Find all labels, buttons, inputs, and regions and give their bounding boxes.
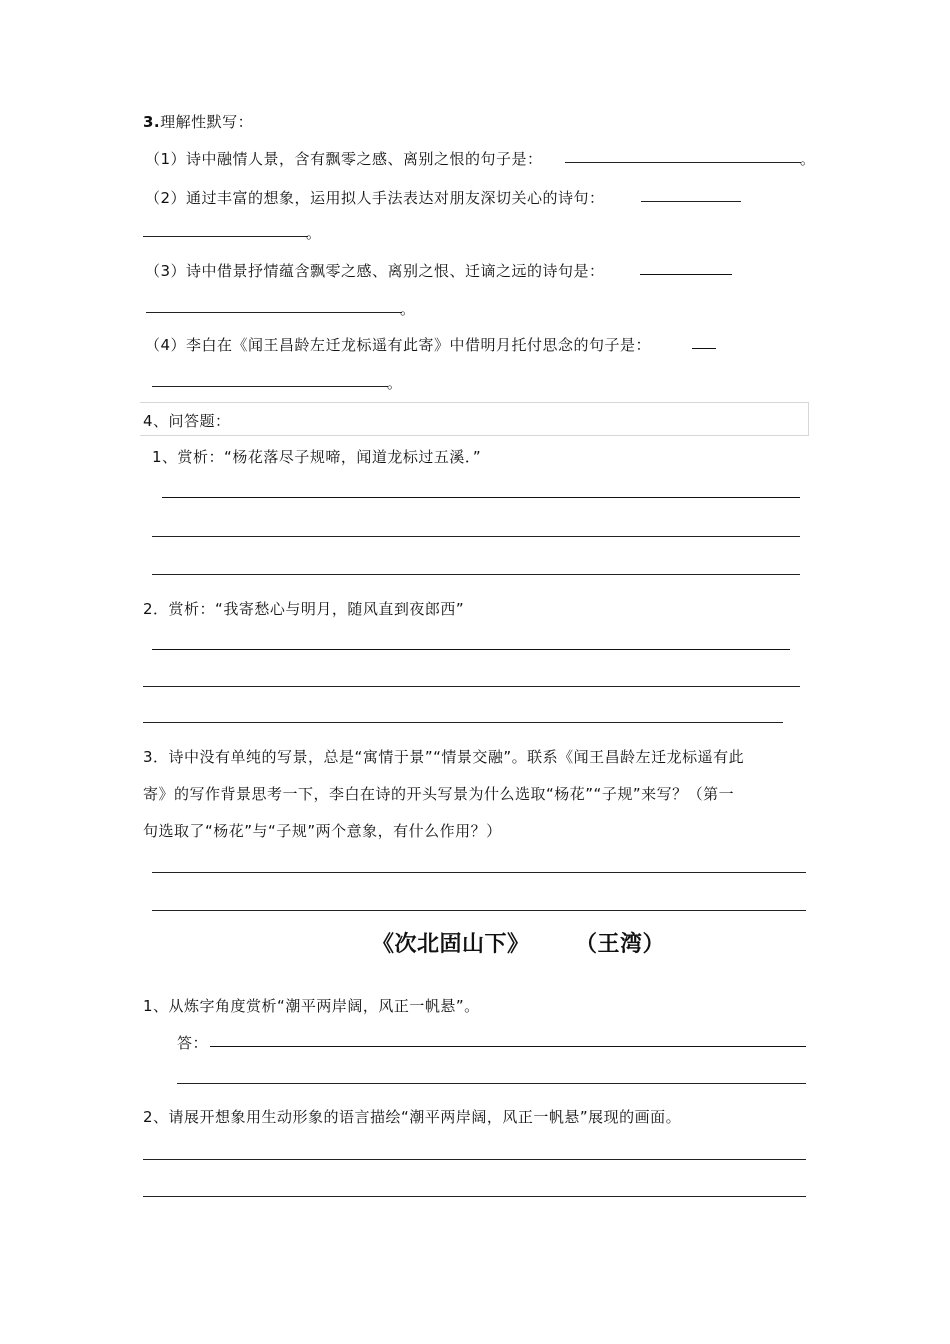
section3-q1-end: 。: [800, 150, 816, 168]
answer-line-q4b[interactable]: [152, 386, 388, 387]
section4-q2: 2．赏析：“我寄愁心与明月，随风直到夜郎西”: [143, 600, 465, 618]
answer-line-q4a[interactable]: [692, 348, 716, 349]
poem2-title: 《次北固山下》: [372, 932, 530, 957]
answer-line-p2q2-1[interactable]: [143, 1159, 806, 1160]
section4-q3-line1: 3．诗中没有单纯的写景，总是“寓情于景”“情景交融”。联系《闻王昌龄左迁龙标遥有此: [143, 748, 745, 766]
answer-line-p2q2-2[interactable]: [143, 1196, 806, 1197]
poem2-q1: 1、从炼字角度赏析“潮平两岸阔，风正一帆悬”。: [143, 997, 480, 1015]
section3-heading: 3.理解性默写：: [143, 113, 254, 131]
section3-q3: （3）诗中借景抒情蕴含飘零之感、离别之恨、迁谪之远的诗句是：: [145, 262, 605, 280]
section3-q2: （2）通过丰富的想象，运用拟人手法表达对朋友深切关心的诗句：: [145, 189, 605, 207]
answer-line-s4q2-3[interactable]: [143, 722, 783, 723]
answer-line-q1[interactable]: [565, 162, 801, 163]
poem2-author: （王湾）: [575, 932, 666, 957]
answer-line-q2b[interactable]: [143, 236, 308, 237]
section3-q2-end: 。: [306, 224, 322, 242]
section3-q1: （1）诗中融情人景，含有飘零之感、离别之恨的句子是：: [145, 150, 543, 168]
answer-line-p2q1-2[interactable]: [177, 1083, 806, 1084]
poem2-q2: 2、请展开想象用生动形象的语言描绘“潮平两岸阔，风正一帆悬”展现的画面。: [143, 1108, 682, 1126]
answer-line-s4q2-2[interactable]: [143, 686, 800, 687]
section3-q4: （4）李白在《闻王昌龄左迁龙标遥有此寄》中借明月托付思念的句子是：: [145, 336, 652, 354]
answer-line-q2a[interactable]: [641, 201, 741, 202]
poem2-answer-label: 答：: [177, 1034, 209, 1052]
answer-line-q3a[interactable]: [640, 274, 732, 275]
section4-heading-box: [140, 402, 809, 436]
section3-q3-end: 。: [400, 300, 416, 318]
answer-line-s4q1-1[interactable]: [162, 497, 800, 498]
section3-q4-end: 。: [387, 374, 403, 392]
answer-line-s4q1-3[interactable]: [152, 574, 800, 575]
answer-line-p2q1-1[interactable]: [210, 1046, 806, 1047]
section4-q1: 1、赏析：“杨花落尽子规啼，闻道龙标过五溪．”: [152, 448, 482, 466]
answer-line-q3b[interactable]: [146, 312, 402, 313]
answer-line-s4q2-1[interactable]: [152, 649, 790, 650]
answer-line-s4q1-2[interactable]: [152, 536, 800, 537]
answer-line-s4q3-2[interactable]: [152, 910, 806, 911]
section4-heading: 4、问答题：: [143, 412, 231, 430]
section4-q3-line3: 句选取了“杨花”与“子规”两个意象，有什么作用？）: [143, 822, 502, 840]
answer-line-s4q3-1[interactable]: [152, 872, 806, 873]
section4-q3-line2: 寄》的写作背景思考一下，李白在诗的开头写景为什么选取“杨花”“子规”来写？（第一: [143, 785, 735, 803]
